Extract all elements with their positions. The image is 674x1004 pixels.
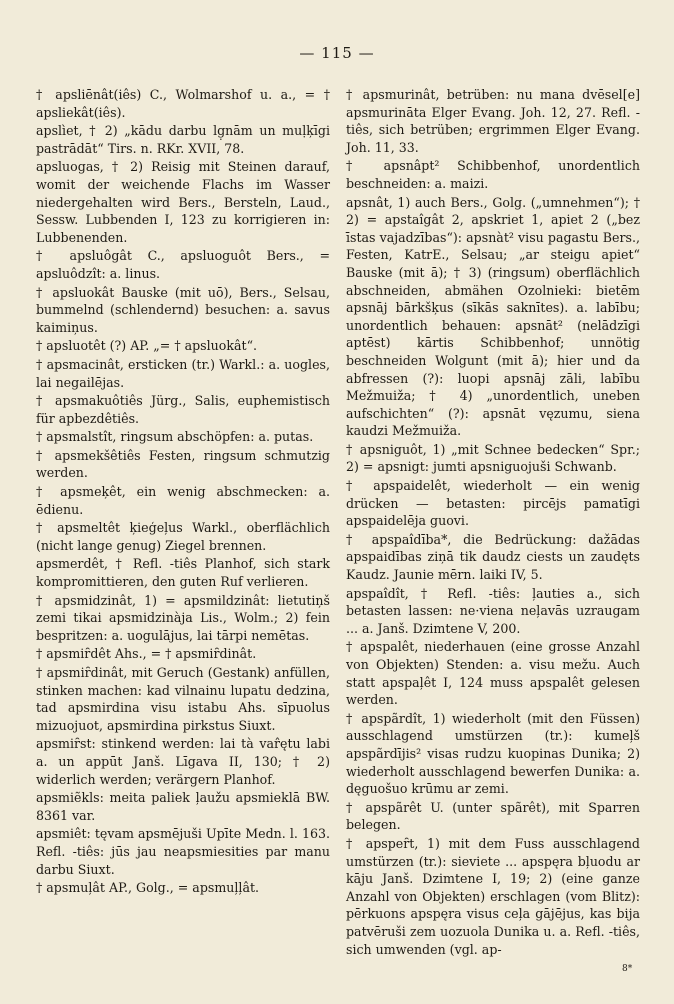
- left-column: [36, 86, 330, 898]
- dictionary-entry: apsluogas, † 2) Reisig mit Steinen darauf, womit der weichende Flachs im Wasser niedergehalten wird Bers., Bersteln, Laud., Sessw. Lubbenden I, 123 zu korrigieren in: Lubbenenden.: [36, 159, 330, 245]
- page-number: — 115 —: [299, 44, 375, 62]
- dictionary-entry: † apsmekšêtiês Festen, ringsum schmutzig werden.: [36, 447, 330, 481]
- dictionary-entry: † apsmakuôtiês Jürg., Salis, euphemistisch für apbezdêtiês.: [36, 393, 330, 426]
- dictionary-entry: † apsnâpt² Schibbenhof, unordentlich beschneiden: a. maizi.: [346, 158, 640, 191]
- dictionary-entry: † apsliēnât(iês) C., Wolmarshof u. a., = † apsliekât(iês).: [36, 87, 330, 120]
- right-column: [346, 86, 640, 959]
- dictionary-entry: † apsluôgât C., apsluoguôt Bers., = apsluôdzît: a. linus.: [36, 248, 330, 281]
- dictionary-entry: † apspeȓt, 1) mit dem Fuss ausschlagend umstürzen (tr.): sieviete ... apspęra bļuodu ar kāju Janš. Dzimtene I, 19; 2) (eine ganze Anzahl von Objekten) erschlagen (vom Blitz): pērkuons apspęra visus ceļa gājējus, kas bija patvēruši zem uozuola Dunika u. a. Refl. -tiês, sich umwenden (vgl. ap-: [346, 835, 640, 957]
- dictionary-entry: apsmiêt: tęvam apsmējuši Upīte Medn. l. 163. Refl. -tiês: jūs jau neapsmiesities par manu darbu Siuxt.: [36, 826, 330, 877]
- dictionary-entry: † apsmurinât, betrüben: nu mana dvēsel[e] apsmurināta Elger Evang. Joh. 12, 27. Refl. -tiês, sich betrüben; ergrimmen Elger Evang. Joh. 11, 33.: [346, 87, 640, 155]
- dictionary-entry: † apsluokât Bauske (mit uō), Bers., Selsau, bummelnd (schlendernd) besuchen: a. savus kaimiņus.: [36, 284, 330, 335]
- dictionary-entry: † apspaîdība*, die Bedrückung: dažādas apspaidības ziņā tik daudz ciests un zaudęts Kaudz. Jaunie mērn. laiki IV, 5.: [346, 531, 640, 583]
- dictionary-entry: † apsmeltêt ķieģeļus Warkl., oberflächlich (nicht lange genug) Ziegel brennen.: [36, 520, 330, 553]
- signature-mark: 8*: [622, 964, 633, 974]
- dictionary-entry: apsmiẽkls: meita paliek ļaužu apsmieklā BW. 8361 var.: [36, 790, 330, 823]
- dictionary-entry: † apsmiȓdêt Ahs., = † apsmiȓdinât.: [36, 646, 257, 662]
- dictionary-entry: apsmiȓst: stinkend werden: lai tà var̂ętu labi a. un appūt Janš. Līgava II, 130; † 2) widerlich werden; verärgern Planhof.: [36, 736, 330, 787]
- dictionary-entry: † apspãrdît, 1) wiederholt (mit den Füssen) ausschlagend umstürzen (tr.): kumeļš apspãrdījis² visas rudzu kuopinas Dunika; 2) wiederholt ausschlagend bewerfen Dunika: a. dęguošuo krūmu ar zemi.: [346, 710, 640, 797]
- dictionary-entry: apslìet, † 2) „kādu darbu lg̣nām un muḷķīgi pastrādāt“ Tirs. n. RKr. XVII, 78.: [36, 123, 330, 156]
- dictionary-entry: † apsmacinât, ersticken (tr.) Warkl.: a. uogles, lai negailējas.: [36, 356, 330, 390]
- dictionary-entry: † apsmalstît, ringsum abschöpfen: a. putas.: [36, 429, 314, 445]
- dictionary-entry: † apsmidzinât, 1) = apsmildzinât: lietutiņš zemi tikai apsmidzinàja Lis., Wolm.; 2) fein bespritzen: a. uogulājus, lai tārpi nemētas.: [36, 592, 330, 643]
- dictionary-entry: † apspãrêt U. (unter spãrêt), mit Sparren belegen.: [346, 799, 640, 833]
- dictionary-entry: apsnât, 1) auch Bers., Golg. („umnehmen“); † 2) = apstaîgât 2, apskriet 1, apiet 2 („bez īstas vajadzības“): apsnàt² visu pagastu Bers., Festen, KatrE., Selsau; „ar steigu apiet“ Bauske (mit ā); † 3) (ringsum) oberflächlich abschneiden, abmähen Ozolnieki: bietēm apsnāj bārkšķus (sīkās saknītes). a. labību; unordentlich behauen: apsnāt² (nelādzīgi aptēst) kārtis Schibbenhof; unnötig beschneiden Wolgunt (mit ā); hier und da abfressen (?): luopi apsnāj zāli, labību Mežmuiža; † 4) „unordentlich, uneben aufschichten“ (?): apsnāt vęzumu, siena kaudzi Mežmuiža.: [346, 194, 640, 439]
- dictionary-entry: † apspalêt, niederhauen (eine grosse Anzahl von Objekten) Stenden: a. visu mežu. Auch statt apspaļêt I, 124 muss apspalêt gelesen werden.: [346, 639, 640, 708]
- dictionary-entry: † apsmiȓdinât, mit Geruch (Gestank) anfüllen, stinken machen: kad vilnainu lupatu dedzina, tad apsmirdina visu istabu Ahs. sīpuolus mizuojuot, apsmirdina pirkstus Siuxt.: [36, 665, 330, 733]
- dictionary-entry: † apsluotêt (?) AP. „= † apsluokât“.: [36, 338, 258, 354]
- dictionary-entry: apsmerdêt, † Refl. -tiês Planhof, sich stark kompromittieren, den guten Ruf verlieren.: [36, 556, 330, 590]
- dictionary-entry: † apspaidelêt, wiederholt — ein wenig drücken — betasten: pircējs pamatīgi apspaidelēja guovi.: [346, 478, 640, 529]
- dictionary-entry: † apsmuļât AP., Golg., = apsmuļļât.: [36, 880, 260, 896]
- dictionary-entry: apspaîdît, † Refl. -tiês: ļauties a., sich betasten lassen: ne·viena neļavās uzraugam ... a. Janš. Dzimtene V, 200.: [346, 585, 640, 636]
- dictionary-entry: † apsmeķêt, ein wenig abschmecken: a. ēdienu.: [36, 484, 330, 517]
- dictionary-entry: † apsniguôt, 1) „mit Schnee bedecken“ Spr.; 2) = apsnigt: jumti apsniguojuši Schwanb.: [346, 441, 640, 475]
